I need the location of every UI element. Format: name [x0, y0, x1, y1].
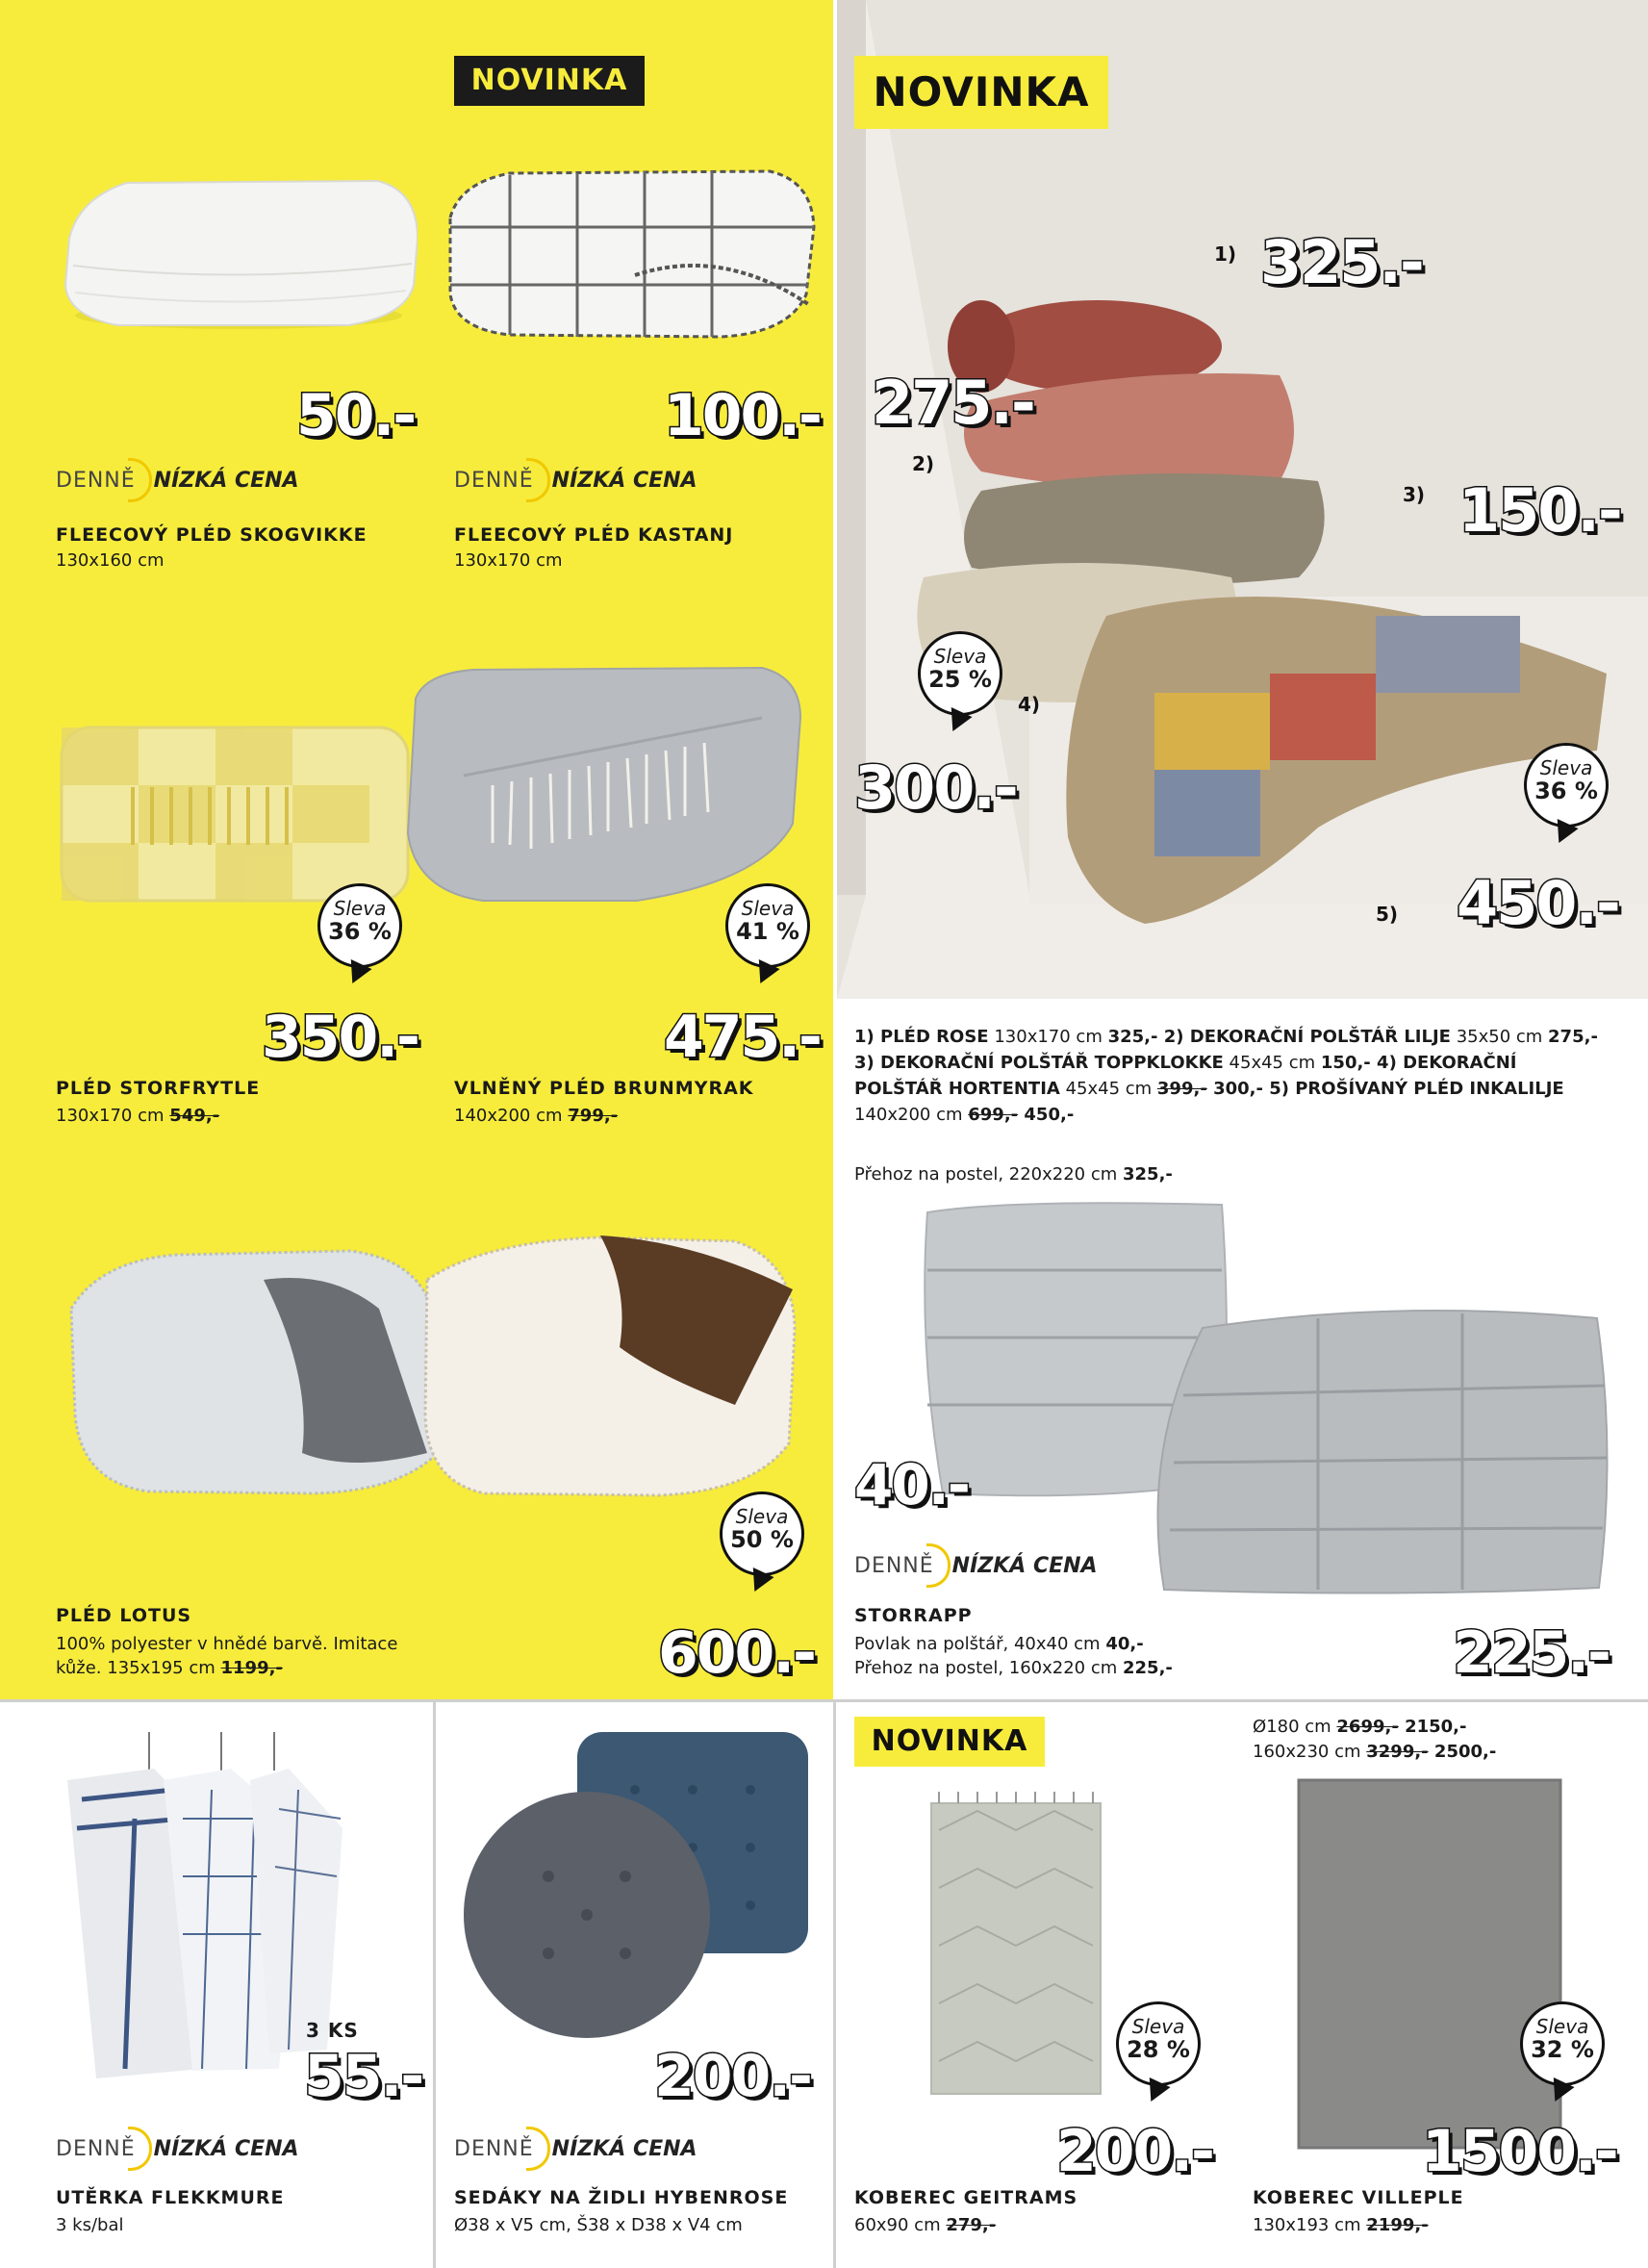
vt1a: Ø180 cm [1253, 1717, 1337, 1737]
title-flekkmure: UTĚRKA FLEKKMURE [56, 2187, 285, 2208]
price-flekkmure: 55.- [304, 2043, 423, 2110]
c3e: 5) PROŠÍVANÝ PLÉD INKALILJE [1262, 1079, 1564, 1099]
sleva-value: 32 % [1531, 2036, 1594, 2063]
c1f: 275,- [1548, 1027, 1598, 1047]
size-brunmyrak [454, 1104, 618, 1128]
logo-denne: DENNĚ [454, 2136, 534, 2161]
size-text: 140x200 cm [454, 1106, 563, 1126]
discount-badge-villeple [1520, 2001, 1605, 2086]
size-text: 130x193 cm [1253, 2215, 1361, 2235]
storrapp-image [914, 1193, 1616, 1597]
old-price: 279,- [946, 2215, 997, 2235]
size-text: 130x170 cm [56, 1106, 165, 1126]
title-villeple: KOBEREC VILLEPLE [1253, 2187, 1464, 2208]
title-storfrytle: PLÉD STORFRYTLE [56, 1078, 261, 1099]
novinka-badge-hero: NOVINKA [854, 56, 1108, 129]
note-text: Přehoz na postel, 220x220 cm [854, 1164, 1123, 1185]
logo-nizka: NÍZKÁ CENA [153, 2136, 299, 2161]
c3a: POLŠTÁŘ HORTENTIA [854, 1079, 1060, 1099]
c4a: 140x200 cm [854, 1105, 969, 1125]
villeple-top-2 [1253, 1740, 1496, 1764]
title-brunmyrak: VLNĚNÝ PLÉD BRUNMYRAK [454, 1078, 754, 1099]
blanket-skogvikke-image [60, 171, 418, 335]
hero-label-2: 2) [912, 452, 935, 475]
novinka-badge-geitrams: NOVINKA [854, 1717, 1045, 1767]
towels-flekkmure-image [58, 1722, 346, 2088]
vt1b: 2699,- [1336, 1717, 1399, 1737]
hero-caption-line-3 [854, 1076, 1634, 1102]
line-price: 40,- [1105, 1634, 1144, 1654]
logo-nizka: NÍZKÁ CENA [551, 468, 697, 493]
logo-denne: DENNĚ [56, 468, 136, 493]
sleva-value: 28 % [1127, 2036, 1190, 2063]
hero-price-4: 300.- [854, 752, 1017, 823]
discount-badge-hero-4 [918, 631, 1002, 716]
note-price: 325,- [1123, 1164, 1173, 1185]
price-storrapp-pillow: 40.- [854, 1452, 969, 1517]
sleva-value: 41 % [736, 918, 799, 945]
size-hybenrose: Ø38 x V5 cm, Š38 x D38 x V4 cm [454, 2215, 743, 2235]
c2a: 3) DEKORAČNÍ POLŠTÁŘ TOPPKLOKKE [854, 1053, 1224, 1073]
hero-label-4: 4) [1018, 693, 1041, 716]
desc-lotus-2 [56, 1656, 283, 1680]
title-lotus: PLÉD LOTUS [56, 1605, 192, 1626]
c2c: 150,- [1320, 1053, 1371, 1073]
vt2b: 3299,- [1366, 1742, 1429, 1762]
sleva-label: Sleva [1131, 2015, 1185, 2038]
size-geitrams [854, 2213, 996, 2237]
tag-flekkmure: 3 KS [306, 2019, 359, 2042]
logo-denne-nizka-cena [454, 458, 697, 502]
price-lotus: 600.- [658, 1619, 815, 1687]
logo-nizka: NÍZKÁ CENA [951, 1553, 1098, 1578]
vt2a: 160x230 cm [1253, 1742, 1367, 1762]
price-storfrytle: 350.- [262, 1004, 418, 1071]
sleva-value: 36 % [328, 918, 392, 945]
logo-denne: DENNĚ [854, 1553, 934, 1578]
hero-price-5: 450.- [1457, 868, 1619, 938]
sleva-label: Sleva [333, 897, 387, 920]
logo-denne-nizka-cena [454, 2127, 697, 2171]
sleva-value: 36 % [1534, 777, 1598, 804]
villeple-top-1 [1253, 1715, 1467, 1739]
desc-lotus-1: 100% polyester v hnědé barvě. Imitace [56, 1634, 398, 1654]
line-price: 225,- [1123, 1658, 1173, 1678]
c1d: 2) DEKORAČNÍ POLŠTÁŘ LILJE [1157, 1027, 1451, 1047]
logo-nizka: NÍZKÁ CENA [153, 468, 299, 493]
storrapp-line-2 [854, 1656, 1173, 1680]
old-price: 549,- [169, 1106, 220, 1126]
hero-caption-line-4 [854, 1102, 1634, 1128]
size-storfrytle [56, 1104, 219, 1128]
price-storrapp: 225.- [1453, 1619, 1610, 1687]
discount-badge-geitrams [1116, 2001, 1201, 2086]
price-villeple: 1500.- [1422, 2118, 1617, 2185]
c3c: 399,- [1156, 1079, 1207, 1099]
sleva-label: Sleva [933, 645, 987, 668]
logo-denne-nizka-cena [854, 1543, 1098, 1588]
c1a: 1) PLÉD ROSE [854, 1027, 989, 1047]
vt2c: 2500,- [1428, 1742, 1497, 1762]
price-brunmyrak: 475.- [664, 1004, 821, 1071]
title-geitrams: KOBEREC GEITRAMS [854, 2187, 1078, 2208]
sleva-value: 25 % [928, 666, 992, 693]
title-hybenrose: SEDÁKY NA ŽIDLI HYBENROSE [454, 2187, 789, 2208]
old-price: 2199,- [1366, 2215, 1429, 2235]
rug-villeple-image [1295, 1776, 1564, 2152]
c1e: 35x50 cm [1450, 1027, 1549, 1047]
logo-denne-nizka-cena [56, 458, 299, 502]
size-skogvikke: 130x160 cm [56, 550, 165, 571]
hero-label-1: 1) [1214, 242, 1237, 266]
discount-badge-hero-5 [1524, 743, 1609, 828]
c4b: 699,- [968, 1105, 1019, 1125]
c3d: 300,- [1206, 1079, 1263, 1099]
rug-geitrams-image [920, 1792, 1112, 2105]
blanket-kastanj-image [443, 160, 818, 343]
old-price: 799,- [568, 1106, 619, 1126]
desc-text: kůže. 135x195 cm [56, 1658, 216, 1678]
discount-badge-lotus [720, 1491, 804, 1576]
c2d: 4) DEKORAČNÍ [1370, 1053, 1517, 1073]
hero-price-2: 275.- [872, 368, 1034, 438]
hero-price-3: 150.- [1458, 475, 1621, 546]
sleva-value: 50 % [730, 1526, 794, 1553]
blanket-lotus-image [62, 1222, 802, 1501]
price-kastanj: 100.- [664, 382, 821, 449]
old-price: 1199,- [220, 1658, 283, 1678]
divider [0, 1699, 1648, 1702]
divider [833, 1699, 836, 2268]
hero-caption-line-2 [854, 1050, 1634, 1076]
hero-label-5: 5) [1376, 903, 1399, 926]
storrapp-top-note [854, 1162, 1173, 1186]
title-storrapp: STORRAPP [854, 1605, 973, 1626]
logo-denne-nizka-cena [56, 2127, 299, 2171]
cushions-hybenrose-image [452, 1722, 818, 2040]
c1b: 130x170 cm [988, 1027, 1108, 1047]
price-hybenrose: 200.- [654, 2043, 811, 2110]
novinka-badge: NOVINKA [454, 56, 645, 106]
c4c: 450,- [1018, 1105, 1075, 1125]
c1c: 325,- [1107, 1027, 1158, 1047]
hero-caption-line-1 [854, 1024, 1634, 1050]
line-text: Přehoz na postel, 160x220 cm [854, 1658, 1123, 1678]
sleva-label: Sleva [1535, 2015, 1589, 2038]
sleva-label: Sleva [735, 1505, 789, 1528]
title-skogvikke: FLEECOVÝ PLÉD SKOGVIKKE [56, 524, 368, 546]
hero-price-1: 325.- [1260, 227, 1423, 297]
size-kastanj: 130x170 cm [454, 550, 563, 571]
c2b: 45x45 cm [1223, 1053, 1321, 1073]
vt1c: 2150,- [1398, 1717, 1467, 1737]
line-text: Povlak na polštář, 40x40 cm [854, 1634, 1106, 1654]
blanket-brunmyrak-image [396, 660, 808, 910]
storrapp-line-1 [854, 1632, 1144, 1656]
price-geitrams: 200.- [1056, 2118, 1213, 2185]
discount-badge-brunmyrak [725, 883, 810, 968]
size-flekkmure: 3 ks/bal [56, 2215, 124, 2235]
title-kastanj: FLEECOVÝ PLÉD KASTANJ [454, 524, 734, 546]
logo-denne: DENNĚ [454, 468, 534, 493]
hero-label-3: 3) [1403, 483, 1426, 506]
discount-badge-storfrytle [317, 883, 402, 968]
hero-caption [854, 1024, 1634, 1128]
sleva-label: Sleva [741, 897, 795, 920]
price-skogvikke: 50.- [296, 382, 416, 449]
size-text: 60x90 cm [854, 2215, 941, 2235]
logo-nizka: NÍZKÁ CENA [551, 2136, 697, 2161]
sleva-label: Sleva [1539, 756, 1593, 779]
size-villeple [1253, 2213, 1429, 2237]
c3b: 45x45 cm [1059, 1079, 1157, 1099]
logo-denne: DENNĚ [56, 2136, 136, 2161]
divider [433, 1699, 436, 2268]
